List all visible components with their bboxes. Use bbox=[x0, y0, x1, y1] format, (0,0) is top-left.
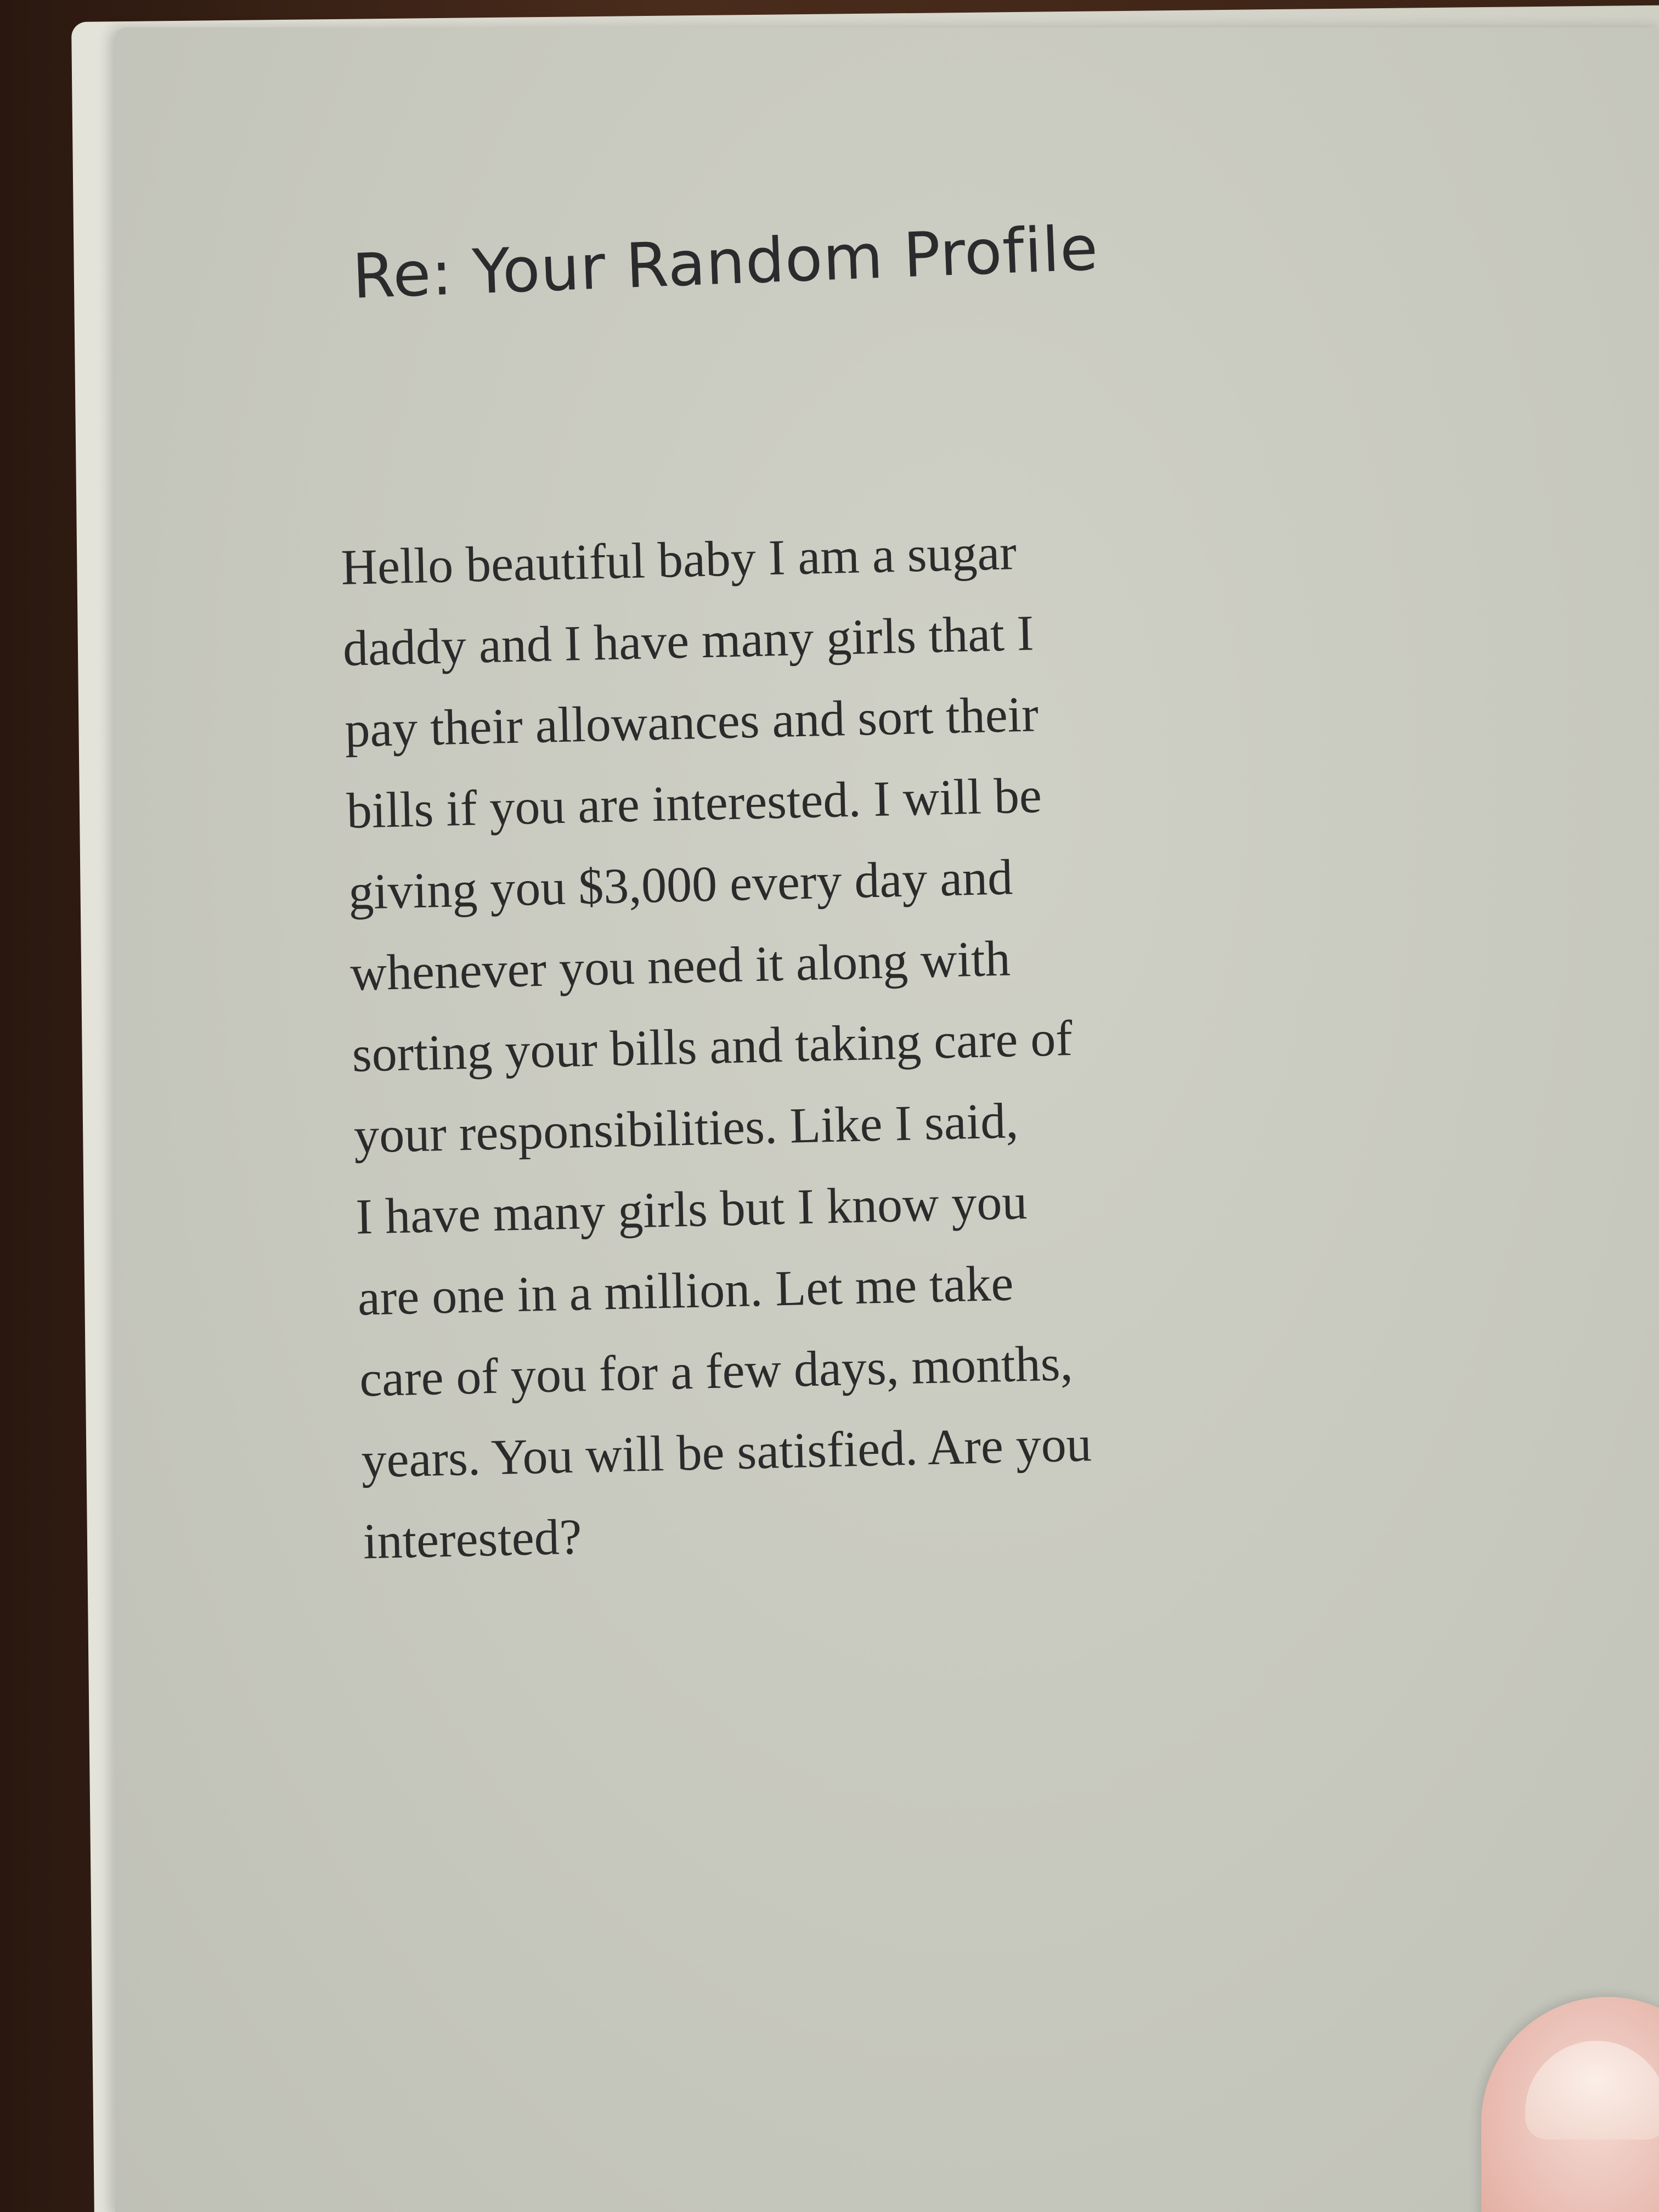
body-line: your responsibilities. Like I said, bbox=[353, 1092, 1019, 1164]
body-line: care of you for a few days, months, bbox=[359, 1335, 1074, 1407]
body-line: I have many girls but I know you bbox=[355, 1173, 1028, 1245]
body-line: giving you $3,000 every day and bbox=[347, 849, 1014, 920]
body-line: pay their allowances and sort their bbox=[344, 686, 1039, 758]
body-line: interested? bbox=[362, 1508, 583, 1570]
letter-body bbox=[340, 505, 1296, 1582]
body-line: Hello beautiful baby I am a sugar bbox=[340, 524, 1017, 595]
page-title: Re: Your Random Profile bbox=[351, 212, 1100, 313]
body-line: years. You will be satisfied. Are you bbox=[360, 1415, 1092, 1488]
body-line: bills if you are interested. I will be bbox=[346, 767, 1042, 839]
body-line: sorting your bills and taking care of bbox=[351, 1009, 1073, 1082]
body-line: are one in a million. Let me take bbox=[357, 1255, 1014, 1326]
body-line: daddy and I have many girls that I bbox=[342, 605, 1035, 676]
body-line: whenever you need it along with bbox=[349, 930, 1011, 1001]
